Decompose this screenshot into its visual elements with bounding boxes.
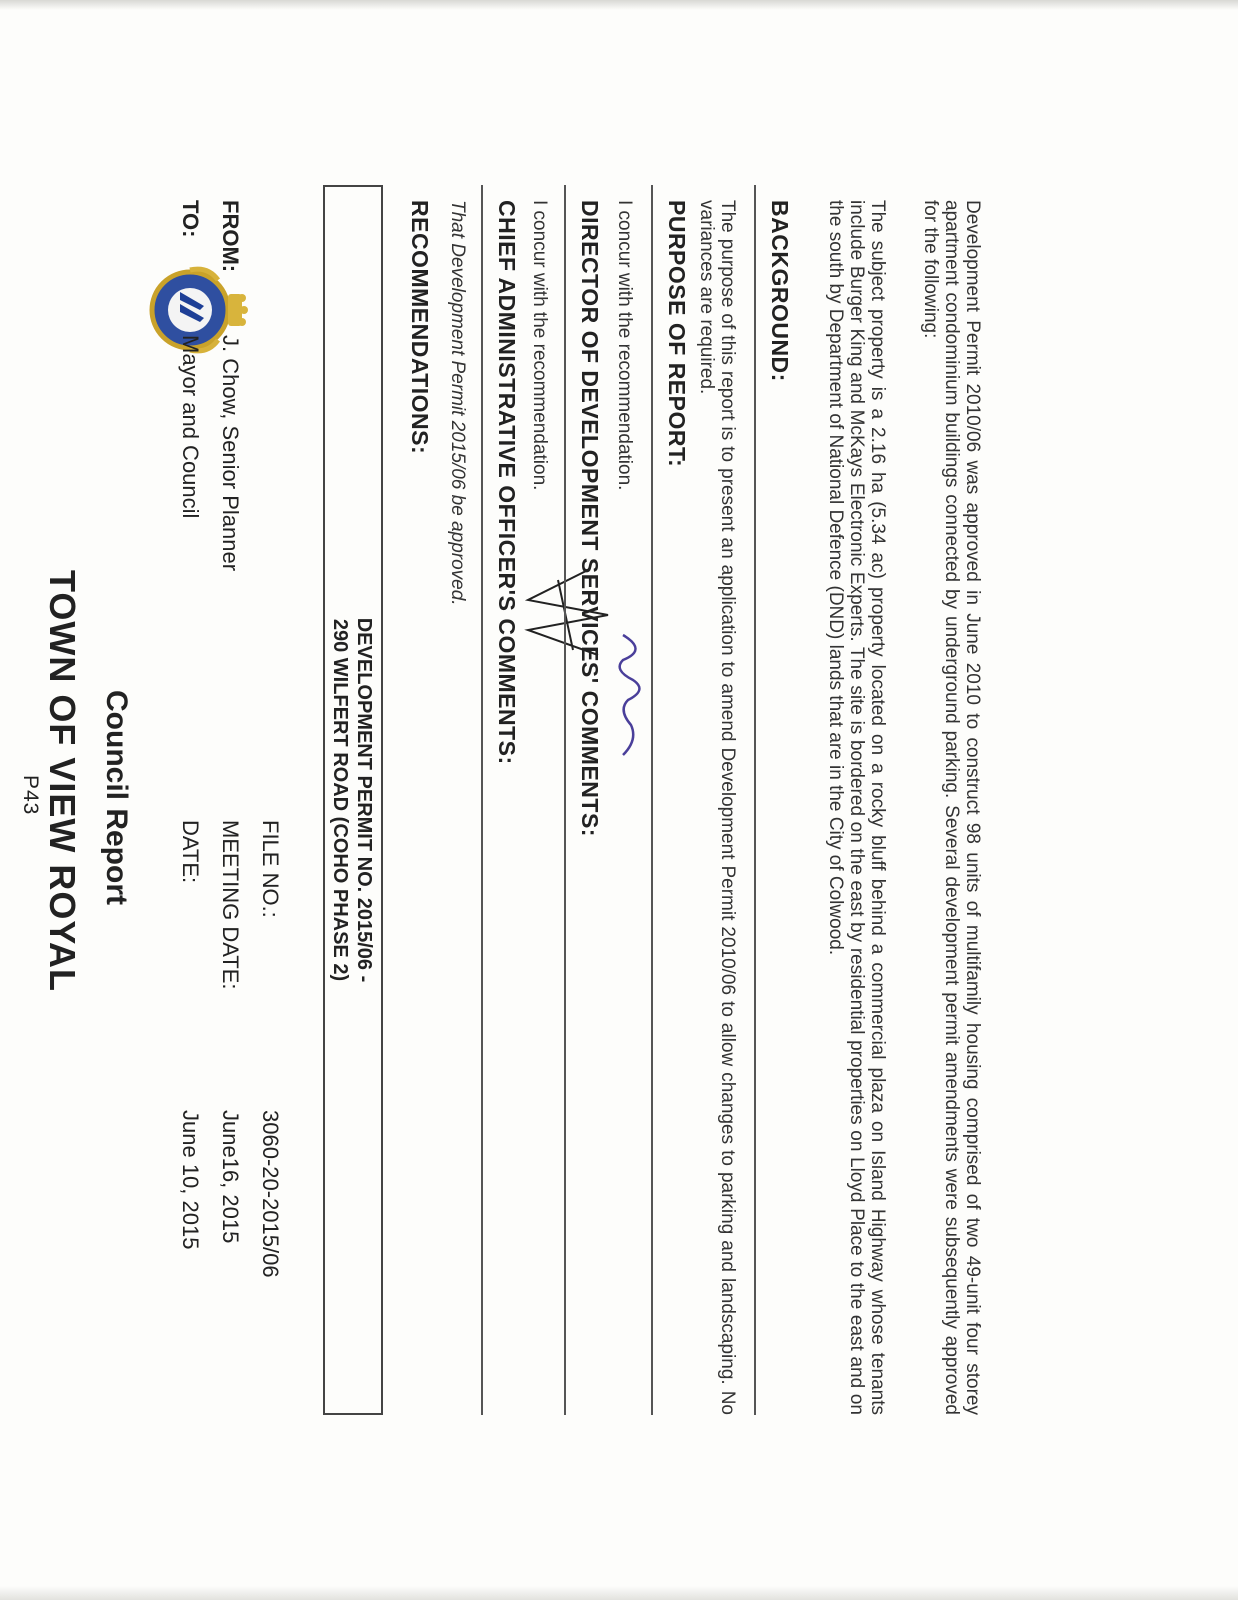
file-no-value: 3060-20-2015/06 (258, 1110, 283, 1278)
cao-comments-heading: CHIEF ADMINISTRATIVE OFFICER'S COMMENTS: (494, 200, 520, 765)
org-title: TOWN OF VIEW ROYAL (42, 570, 83, 993)
from-value: J. Chow, Senior Planner (218, 335, 243, 572)
divider (564, 185, 566, 1415)
report-type: Council Report (100, 690, 133, 905)
background-paragraph-1: The subject property is a 2.16 ha (5.34 ac) property located on a rocky bluff behind a commercial plaza on Island Highway whose tenants include Burger King and McKays Electronic Experts. The site is bordered on the east by residential properties on Lloyd Place to the east and on the south by Department of National Defence (DND) lands that are in the City of Colwood. (825, 200, 888, 1415)
date-value: June 10, 2015 (178, 1110, 203, 1250)
purpose-text: The purpose of this report is to present an application to amend Development Permit 2010/06 to allow changes to parking and landscaping. No variances are required. (696, 200, 738, 1415)
background-paragraph-2: Development Permit 2010/06 was approved in June 2010 to construct 98 units of multifamily housing comprised of two 49-unit four storey apartment condominium buildings connected by underground parking. Several development permit amendments were subsequently approved for the following: (920, 200, 983, 1415)
date-label: DATE: (178, 820, 203, 884)
from-label: FROM: (218, 200, 243, 273)
recommendations-heading: RECOMMENDATIONS: (407, 200, 433, 455)
meeting-date-label: MEETING DATE: (218, 820, 243, 990)
director-comments-text: I concur with the recommendation. (614, 200, 635, 491)
background-heading: BACKGROUND: (767, 200, 793, 382)
page-number: P43 (19, 775, 42, 816)
divider (754, 185, 756, 1415)
permit-title-box (323, 185, 383, 1415)
recommendations-text: That Development Permit 2015/06 be approved. (447, 200, 468, 606)
meeting-date-value: June16, 2015 (218, 1110, 243, 1244)
cao-comments-text: I concur with the recommendation. (529, 200, 550, 491)
divider (481, 185, 483, 1415)
file-no-label: FILE NO.: (258, 820, 283, 918)
divider (651, 185, 653, 1415)
permit-line-1: DEVELOPMENT PERMIT NO. 2015/06 - (353, 617, 375, 983)
director-comments-heading: DIRECTOR OF DEVELOPMENT SERVICES' COMMENTS: (577, 200, 603, 837)
to-label: TO: (178, 200, 203, 238)
permit-line-2: 290 WILFERT ROAD (COHO PHASE 2) (329, 618, 351, 982)
to-value: Mayor and Council (178, 335, 203, 519)
director-signature (608, 630, 653, 760)
purpose-heading: PURPOSE OF REPORT: (664, 200, 690, 468)
